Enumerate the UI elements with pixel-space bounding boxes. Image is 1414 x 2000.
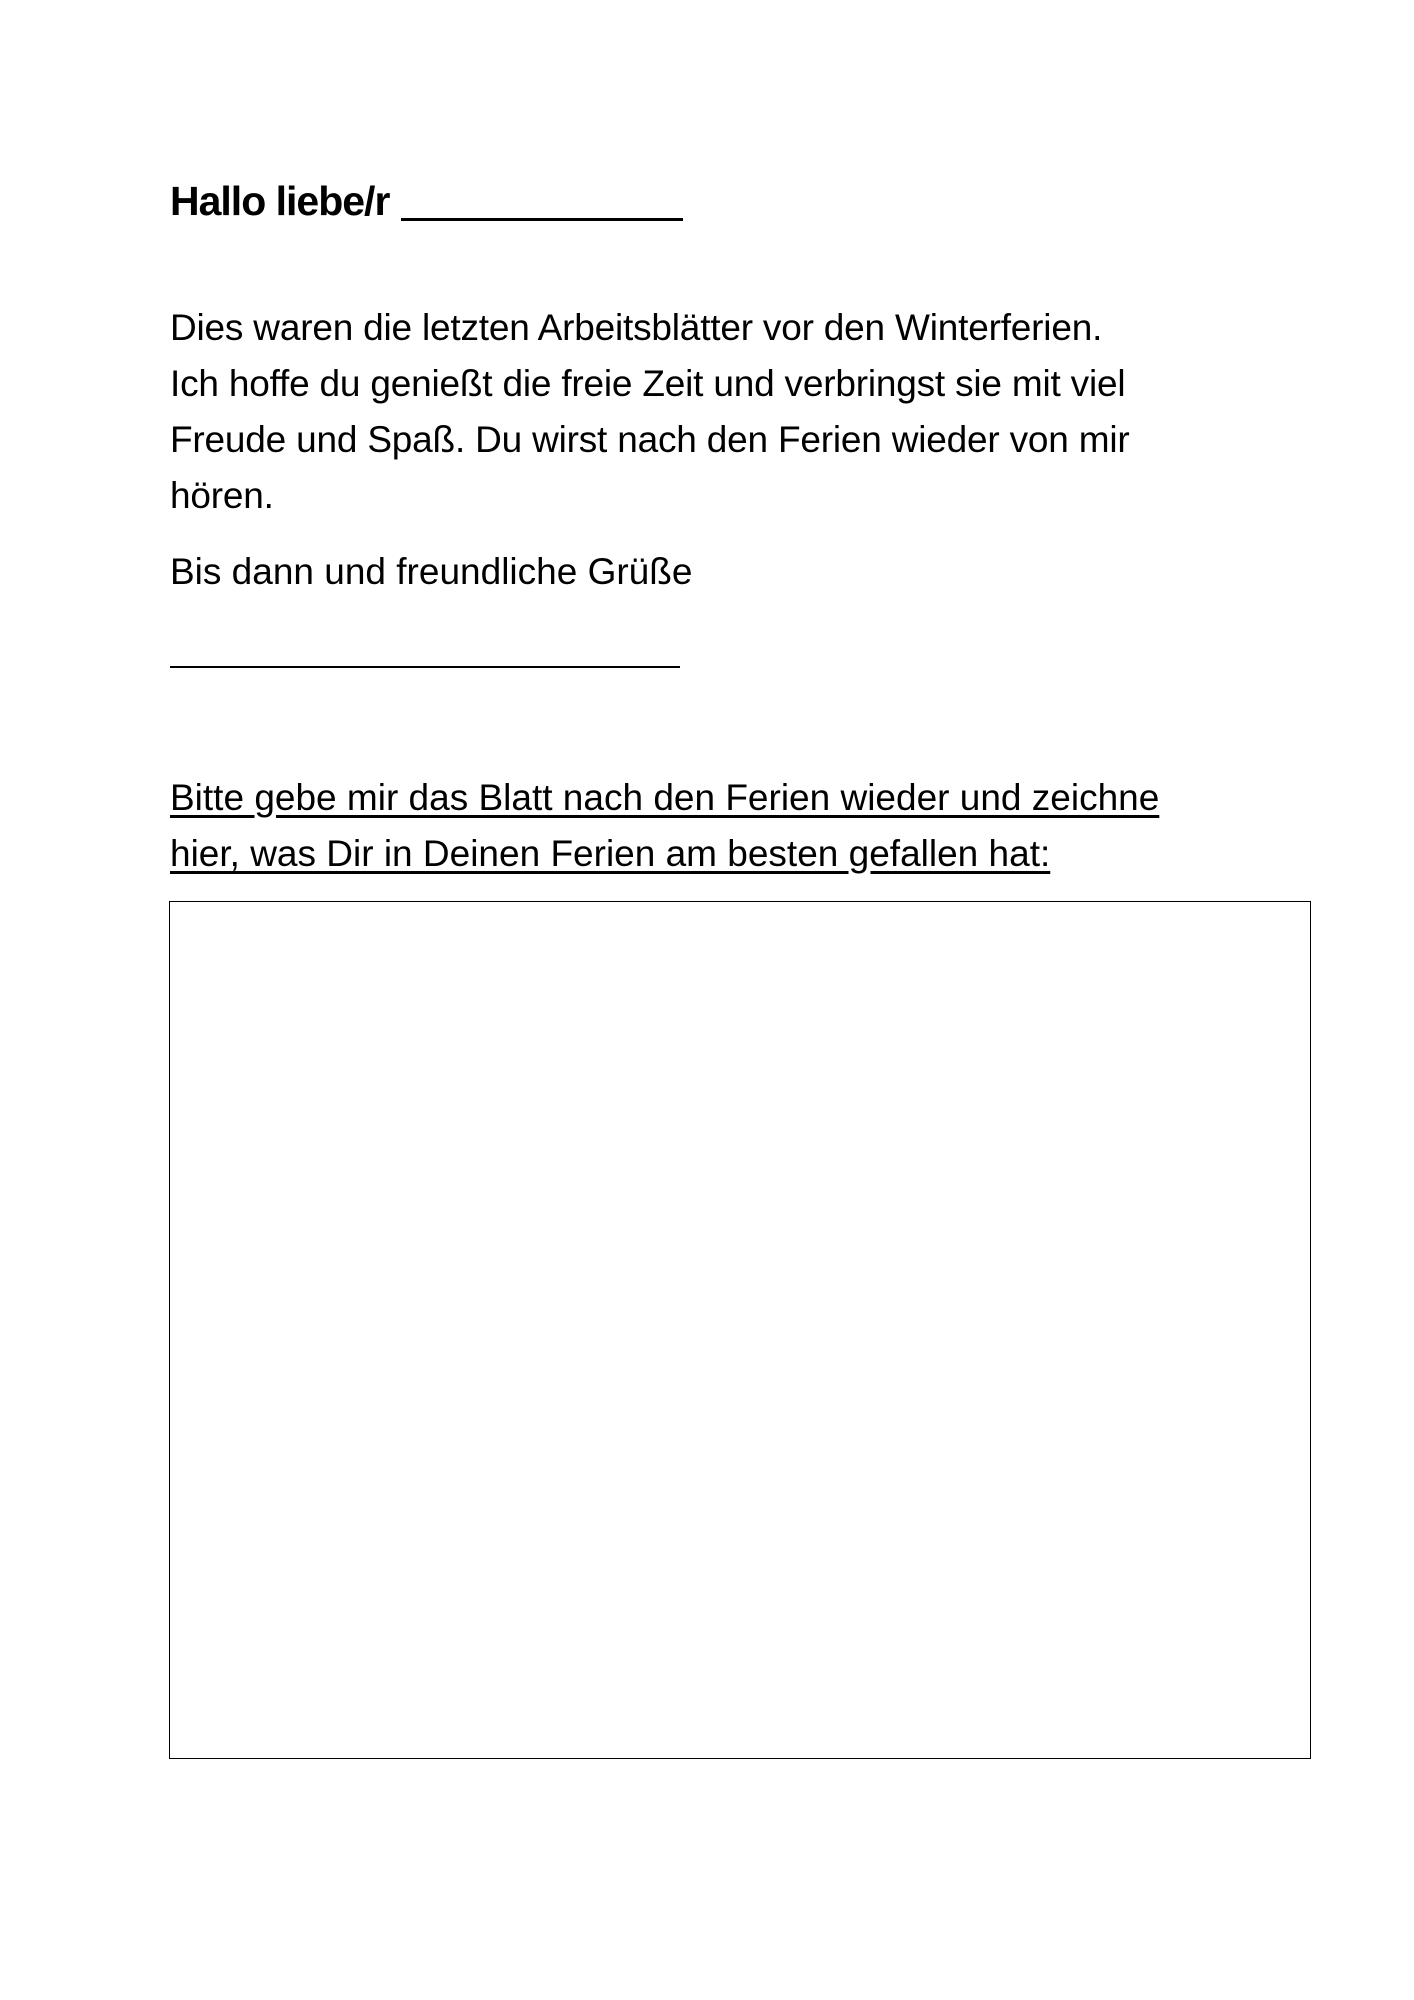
instruction-line: hier, was Dir in Deinen Ferien am besten gefallen hat:: [170, 833, 1051, 874]
message-line: Freude und Spaß. Du wirst nach den Ferien wieder von mir: [170, 419, 1130, 460]
message-line: Ich hoffe du genießt die freie Zeit und verbringst sie mit viel: [170, 363, 1126, 404]
message-line: hören.: [170, 475, 274, 516]
closing-text: Bis dann und freundliche Grüße: [170, 551, 693, 592]
greeting-text: Hallo liebe/r: [170, 178, 390, 224]
signature-line[interactable]: [170, 666, 680, 668]
instruction-line: Bitte gebe mir das Blatt nach den Ferien wieder und zeichne: [170, 777, 1160, 818]
drawing-area-box[interactable]: [169, 901, 1311, 1759]
drawing-instruction: [170, 770, 1270, 882]
message-body: [170, 300, 1250, 524]
greeting-heading: [170, 172, 683, 227]
message-line: Dies waren die letzten Arbeitsblätter vor den Winterferien.: [170, 307, 1103, 348]
name-blank-line[interactable]: [401, 178, 683, 221]
